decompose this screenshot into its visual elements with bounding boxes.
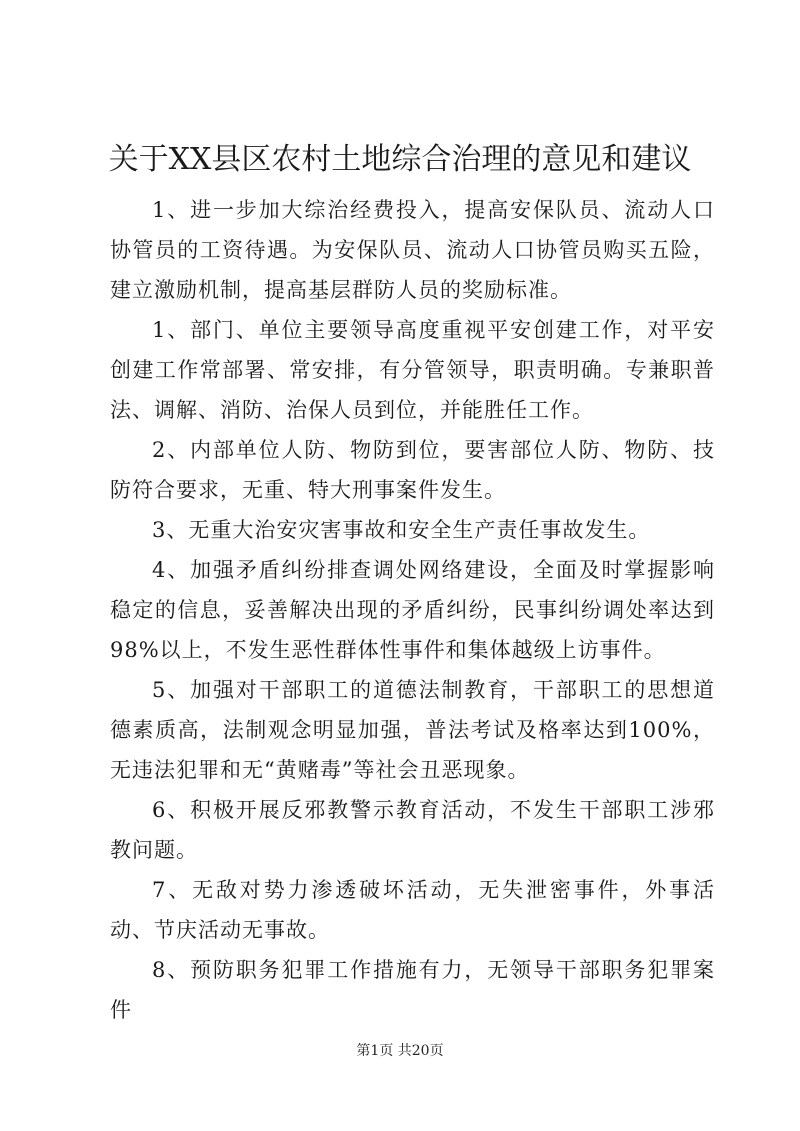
paragraph-6: 5、加强对干部职工的道德法制教育，干部职工的思想道德素质高，法制观念明显加强，普法考试及格率达到100%，无违法犯罪和无“黄赌毒”等社会丑恶现象。 bbox=[110, 678, 715, 782]
paragraph-8: 7、无敌对势力渗透破坏活动，无失泄密事件，外事活动、节庆活动无事故。 bbox=[110, 878, 715, 942]
page-footer: 第1页 共20页 bbox=[356, 1043, 444, 1059]
document-title: 关于XX县区农村土地综合治理的意见和建议 bbox=[108, 142, 692, 177]
paragraph-1: 1、进一步加大综治经费投入，提高安保队员、流动人口协管员的工资待遇。为安保队员、流动人口协管员购买五险，建立激励机制，提高基层群防人员的奖励标准。 bbox=[110, 198, 715, 302]
paragraph-4: 3、无重大治安灾害事故和安全生产责任事故发生。 bbox=[152, 518, 651, 542]
paragraph-5: 4、加强矛盾纠纷排查调处网络建设，全面及时掌握影响稳定的信息，妥善解决出现的矛盾纠纷，民事纠纷调处率达到98%以上，不发生恶性群体性事件和集体越级上访事件。 bbox=[110, 558, 715, 662]
document-body bbox=[110, 190, 715, 1030]
paragraph-9: 8、预防职务犯罪工作措施有力，无领导干部职务犯罪案件 bbox=[110, 958, 715, 1022]
paragraph-3: 2、内部单位人防、物防到位，要害部位人防、物防、技防符合要求，无重、特大刑事案件发生。 bbox=[110, 438, 715, 502]
paragraph-2: 1、部门、单位主要领导高度重视平安创建工作，对平安创建工作常部署、常安排，有分管领导，职责明确。专兼职普法、调解、消防、治保人员到位，并能胜任工作。 bbox=[110, 318, 715, 422]
paragraph-7: 6、积极开展反邪教警示教育活动，不发生干部职工涉邪教问题。 bbox=[110, 798, 715, 862]
